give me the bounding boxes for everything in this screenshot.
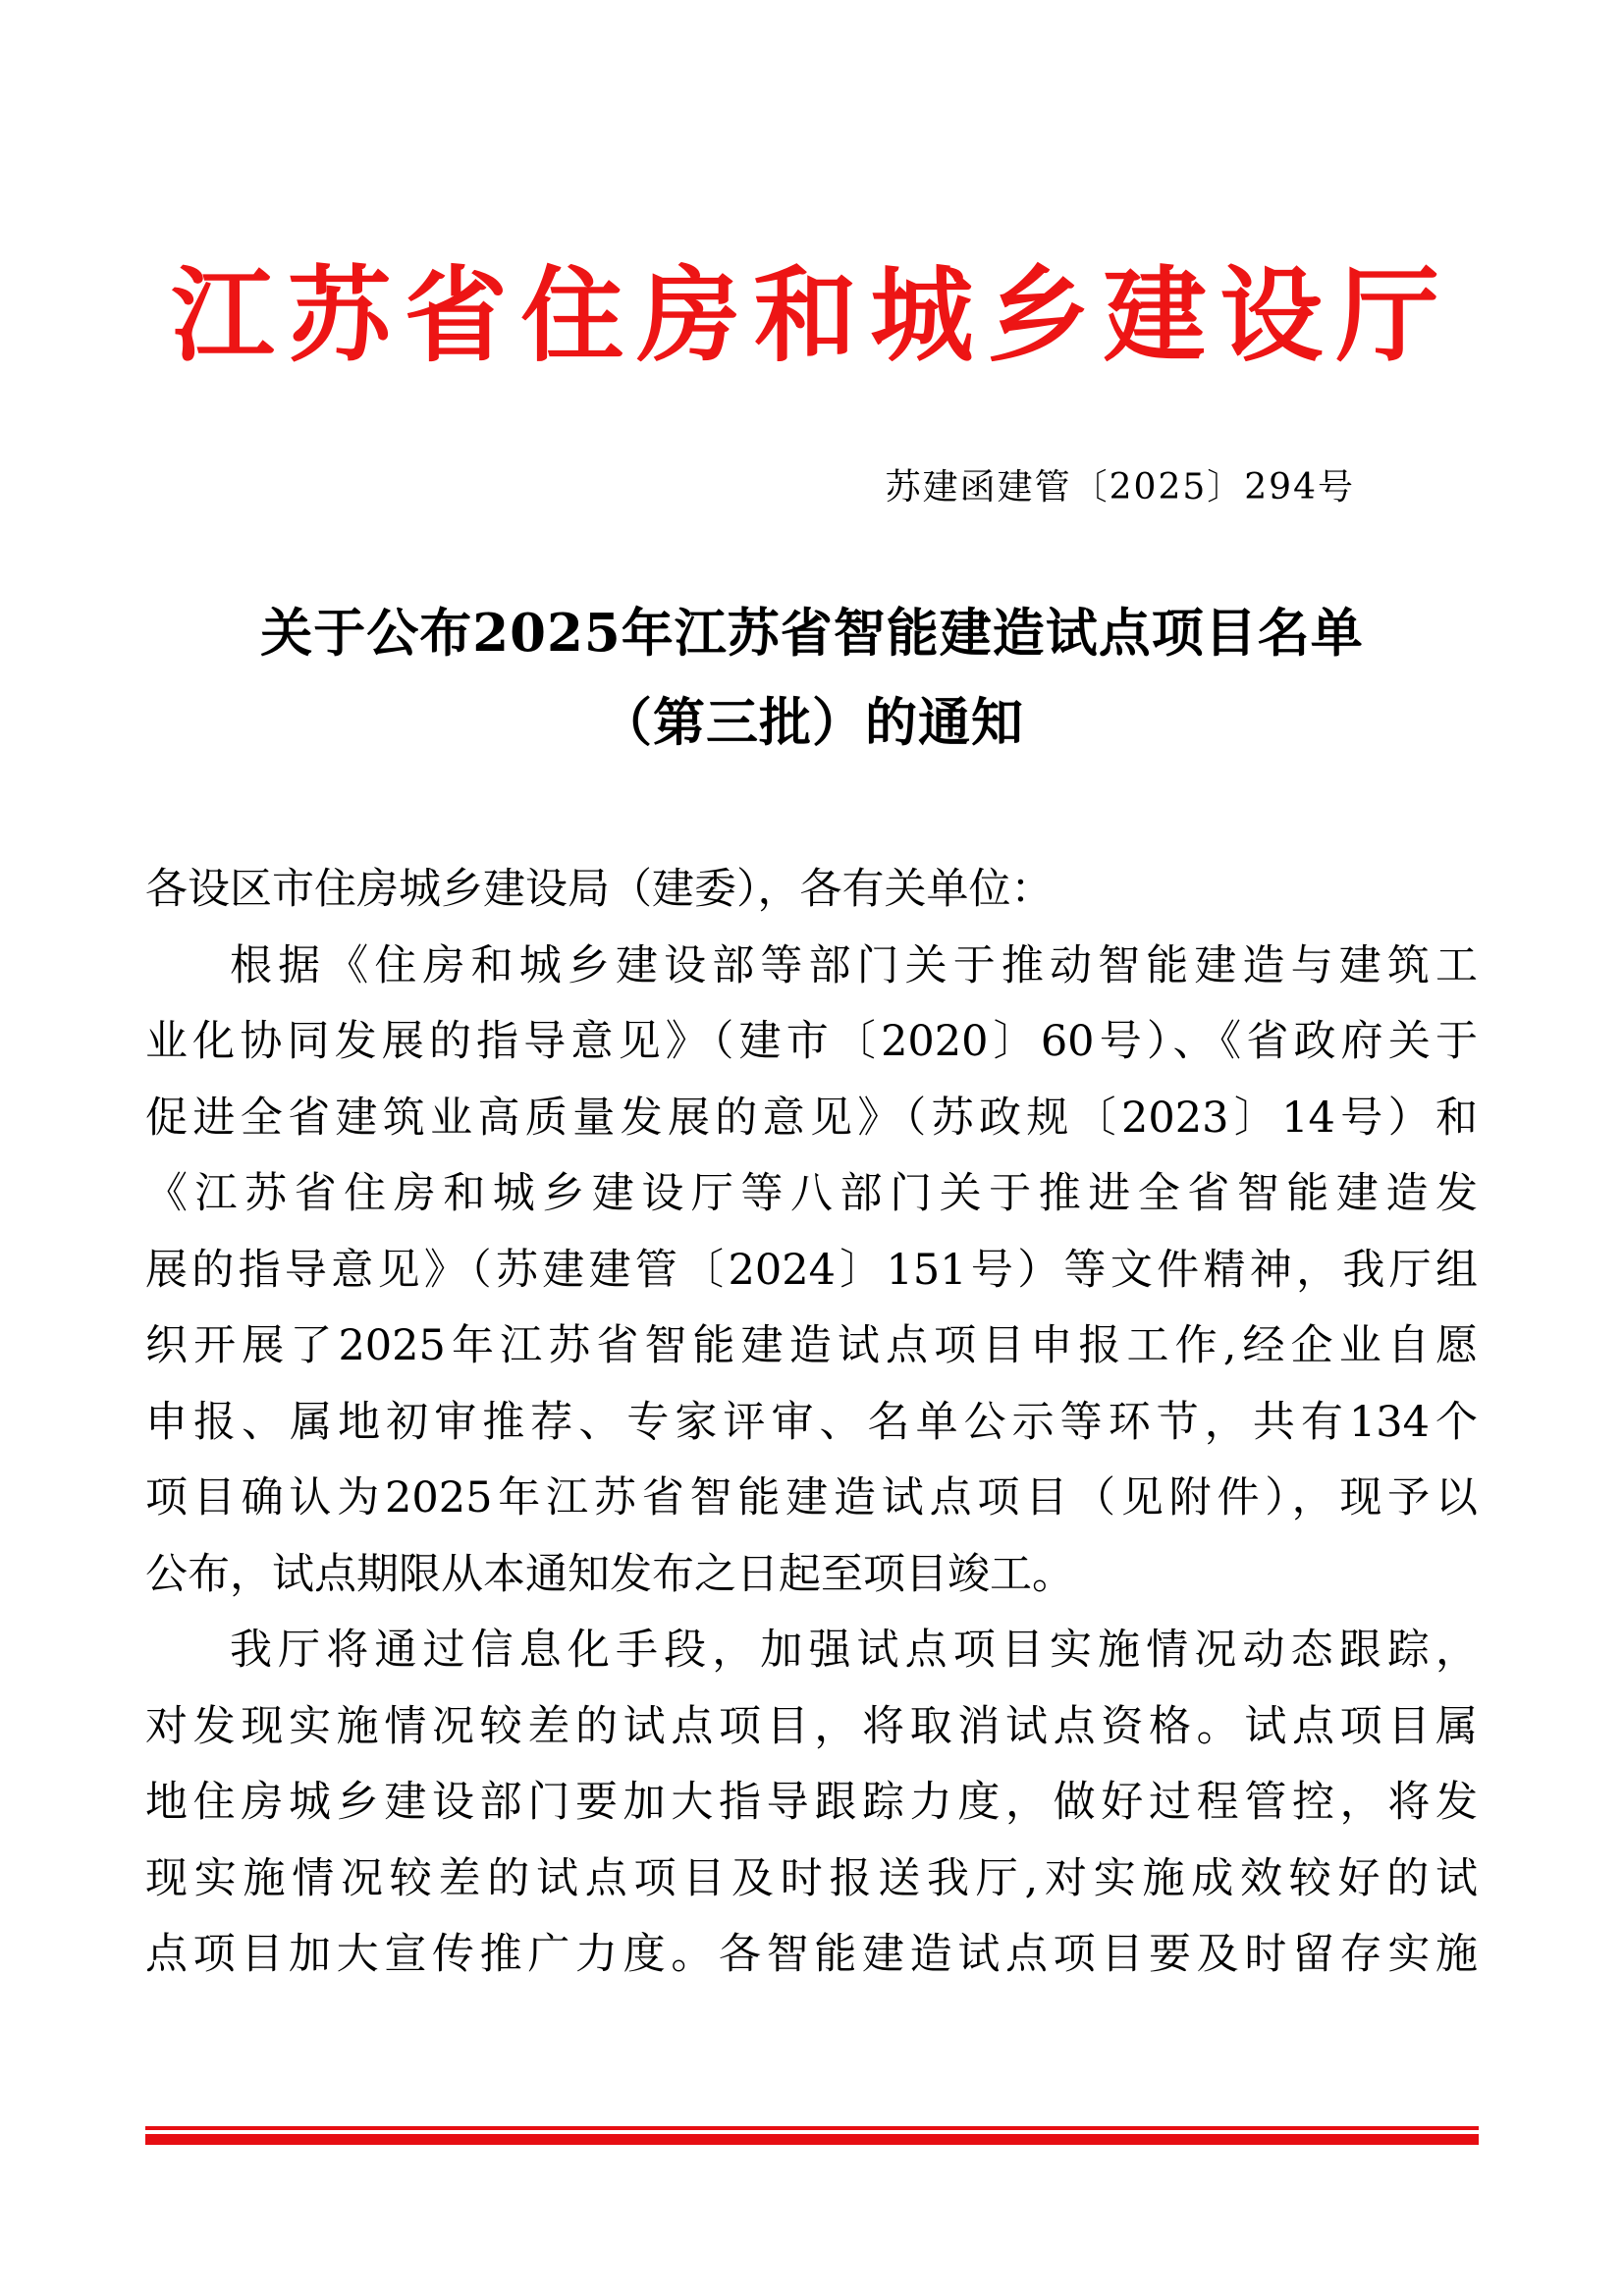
body-line: 根据《住房和城乡建设部等部门关于推动智能建造与建筑工 [230, 940, 1478, 990]
document-body [145, 852, 1478, 1994]
body-line: 项目确认为2025年江苏省智能建造试点项目（见附件），现予以 [145, 1473, 1478, 1522]
body-line: 公布，试点期限从本通知发布之日起至项目竣工。 [145, 1549, 1074, 1599]
body-line: 地住房城乡建设部门要加大指导跟踪力度，做好过程管控，将发 [145, 1778, 1478, 1827]
notice-title [0, 589, 1624, 768]
body-line: 展的指导意见》（苏建建管〔2024〕151号）等文件精神，我厅组 [145, 1245, 1478, 1295]
body-line: 促进全省建筑业高质量发展的意见》（苏政规〔2023〕14号）和 [145, 1093, 1478, 1143]
body-line: 对发现实施情况较差的试点项目，将取消试点资格。试点项目属 [145, 1701, 1478, 1751]
agency-header: 江苏省住房和城乡建设厅 [171, 254, 1453, 376]
salutation-line: 各设区市住房城乡建设局（建委），各有关单位： [145, 865, 1054, 914]
body-line: 点项目加大宣传推广力度。各智能建造试点项目要及时留存实施 [145, 1930, 1478, 1979]
body-line: 申报、属地初审推荐、专家评审、名单公示等环节，共有134个 [145, 1397, 1478, 1447]
body-line: 业化协同发展的指导意见》（建市〔2020〕60号）、《省政府关于 [145, 1017, 1478, 1066]
footer-divider-thick-line [145, 2134, 1479, 2145]
footer-divider-thin-line [145, 2126, 1479, 2130]
body-line: 我厅将通过信息化手段，加强试点项目实施情况动态跟踪， [230, 1626, 1478, 1675]
notice-title-line2: （第三批）的通知 [600, 692, 1024, 753]
body-line: 织开展了2025年江苏省智能建造试点项目申报工作,经企业自愿 [145, 1321, 1478, 1370]
notice-title-line1: 关于公布2025年江苏省智能建造试点项目名单 [260, 603, 1364, 664]
body-line: 现实施情况较差的试点项目及时报送我厅,对实施成效较好的试 [145, 1853, 1478, 1903]
doc-number: 苏建函建管〔2025〕294号 [885, 467, 1355, 507]
body-line: 《江苏省住房和城乡建设厅等八部门关于推进全省智能建造发 [145, 1169, 1478, 1218]
